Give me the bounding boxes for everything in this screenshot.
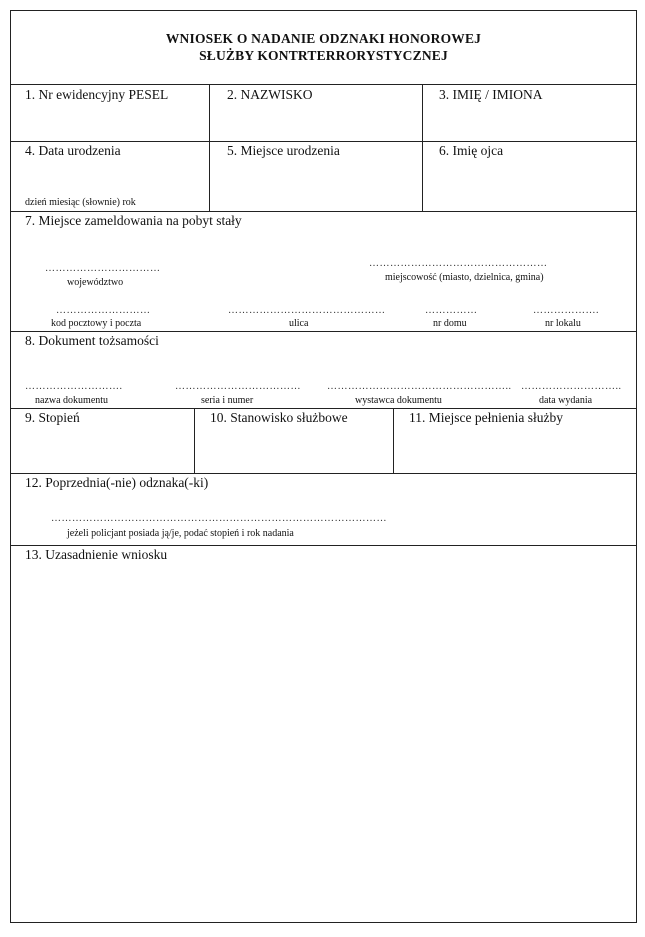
previous-badges-blank: …………………………………………………………………………………… xyxy=(51,513,387,524)
form-title-line-1: WNIOSEK O NADANIE ODZNAKI HONOROWEJ xyxy=(165,31,482,46)
street-caption: ulica xyxy=(289,318,309,329)
document-number-blank: ……………………………… xyxy=(175,381,301,392)
document-issuer-caption: wystawca dokumentu xyxy=(355,395,442,406)
column-divider xyxy=(209,84,210,211)
postal-code-blank: ……………………… xyxy=(56,305,151,316)
document-issuer-blank: …………………………………………….. xyxy=(327,381,512,392)
row-divider xyxy=(11,84,636,85)
street-blank: ……………………………………… xyxy=(228,305,386,316)
document-name-blank: ………………………. xyxy=(25,381,123,392)
application-form xyxy=(10,10,637,923)
apartment-number-caption: nr lokalu xyxy=(545,318,581,329)
row-divider xyxy=(11,331,636,332)
voivodeship-blank: …………………………… xyxy=(45,263,161,274)
document-name-caption: nazwa dokumentu xyxy=(35,395,109,406)
row-divider xyxy=(11,473,636,474)
column-divider xyxy=(194,408,195,473)
locality-caption: miejscowość (miasto, dzielnica, gmina) xyxy=(385,272,544,283)
locality-blank: …………………………………………… xyxy=(369,258,548,269)
field-residence-label: 7. Miejsce zameldowania na pobyt stały xyxy=(25,213,242,228)
field-father-name-label: 6. Imię ojca xyxy=(439,143,504,158)
house-number-caption: nr domu xyxy=(433,318,467,329)
field-pesel-label: 1. Nr ewidencyjny PESEL xyxy=(25,87,169,102)
issue-date-blank: ……………………….. xyxy=(521,381,622,392)
row-divider xyxy=(11,211,636,212)
field-birth-place-label: 5. Miejsce urodzenia xyxy=(227,143,340,158)
postal-code-caption: kod pocztowy i poczta xyxy=(51,318,142,329)
previous-badges-caption: jeżeli policjant posiada ją/je, podać stopień i rok nadania xyxy=(67,528,294,539)
field-birth-date-label: 4. Data urodzenia xyxy=(25,143,121,158)
birth-date-format-hint: dzień miesiąc (słownie) rok xyxy=(25,197,136,208)
row-divider xyxy=(11,408,636,409)
row-divider xyxy=(11,545,636,546)
form-title-line-2: SŁUŻBY KONTRTERRORYSTYCZNEJ xyxy=(199,48,448,63)
field-position-label: 10. Stanowisko służbowe xyxy=(210,410,348,425)
column-divider xyxy=(422,84,423,211)
field-previous-badges-label: 12. Poprzednia(-nie) odznaka(-ki) xyxy=(25,475,209,490)
field-rank-label: 9. Stopień xyxy=(25,410,80,425)
field-duty-place-label: 11. Miejsce pełnienia służby xyxy=(409,410,563,425)
voivodeship-caption: województwo xyxy=(67,277,124,288)
house-number-blank: …………… xyxy=(425,305,478,316)
column-divider xyxy=(393,408,394,473)
document-number-caption: seria i numer xyxy=(201,395,254,406)
field-first-names-label: 3. IMIĘ / IMIONA xyxy=(439,87,543,102)
row-divider xyxy=(11,141,636,142)
issue-date-caption: data wydania xyxy=(539,395,593,406)
field-surname-label: 2. NAZWISKO xyxy=(227,87,313,102)
apartment-number-blank: ………………. xyxy=(533,305,599,316)
field-id-document-label: 8. Dokument tożsamości xyxy=(25,333,159,348)
field-justification-label: 13. Uzasadnienie wniosku xyxy=(25,547,168,562)
